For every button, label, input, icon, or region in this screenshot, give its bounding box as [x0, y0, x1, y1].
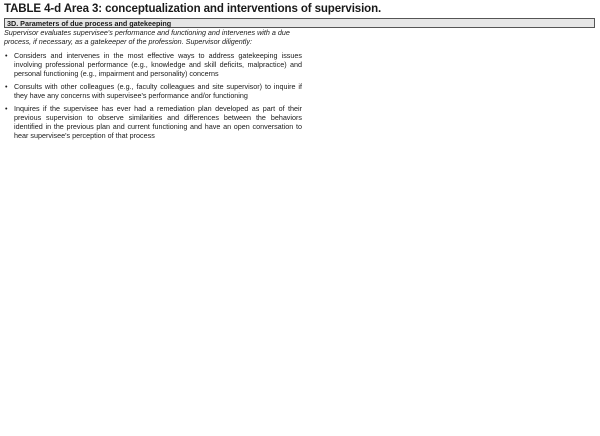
bullet-icon: •: [5, 51, 8, 60]
section-header: 3D. Parameters of due process and gatekeeping: [4, 18, 595, 28]
bullet-text: Consults with other colleagues (e.g., faculty colleagues and site supervisor) to inquire if they have any concerns with supervisee's performance and/or functioning: [14, 82, 302, 100]
document-page: [4, 2, 596, 144]
bullet-icon: •: [5, 104, 8, 113]
bullet-text: Inquires if the supervisee has ever had a remediation plan developed as part of their previous supervision to observe similarities and differences between the behaviors identified in the previous plan and current functioning and have an open conversation to hear supervisee's perception of that process: [14, 104, 302, 140]
bullet-item: [4, 51, 302, 78]
bullet-list: [4, 51, 302, 140]
table-title: TABLE 4-d Area 3: conceptualization and interventions of supervision.: [4, 3, 382, 15]
bullet-item: [4, 104, 302, 140]
bullet-item: [4, 82, 302, 100]
section-content: [4, 28, 302, 140]
bullet-text: Considers and intervenes in the most effective ways to address gatekeeping issues involving professional performance (e.g., knowledge and skill deficits, malpractice) and personal functioning (e.g., impairment and personality) concerns: [14, 51, 302, 78]
bullet-icon: •: [5, 82, 8, 91]
section-intro: Supervisor evaluates supervisee's performance and functioning and intervenes with a due process, if necessary, as a gatekeeper of the profession. Supervisor diligently:: [4, 28, 290, 46]
